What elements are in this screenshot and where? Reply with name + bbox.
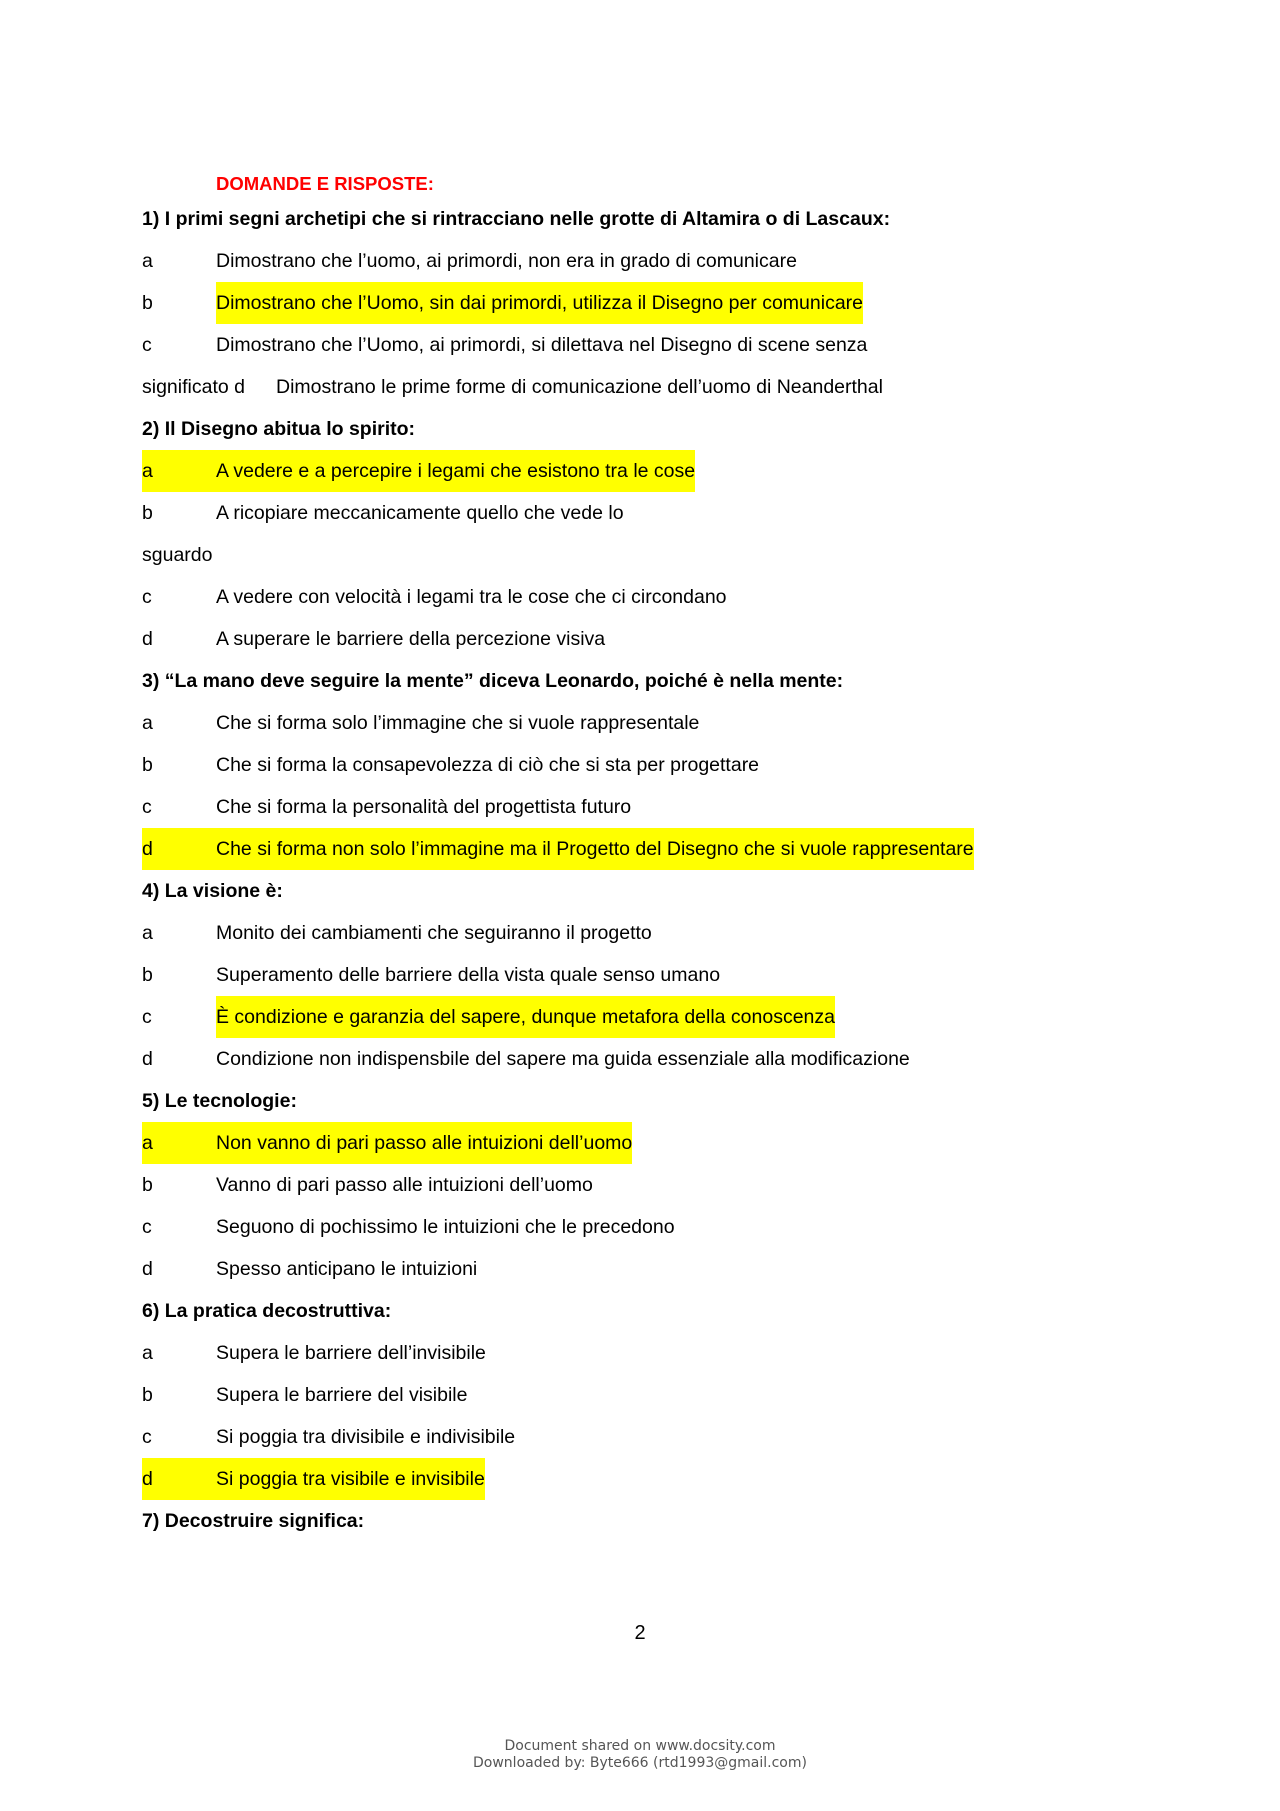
option-letter: b [142,754,153,776]
option-text-highlighted: Dimostrano che l’Uomo, sin dai primordi, utilizza il Disegno per comunicare [216,282,863,324]
option-letter: c [142,796,152,818]
option-text: Condizione non indispensbile del sapere ma guida essenziale alla modificazione [216,1048,910,1070]
download-footer [0,1738,1280,1772]
option-letter: b [142,964,153,986]
answer-option [142,786,1142,828]
option-text: Vanno di pari passo alle intuizioni dell’uomo [216,1174,593,1196]
option-letter: c [142,334,152,356]
option-letter: b [142,1384,153,1406]
question-title: 2) Il Disegno abitua lo spirito: [142,418,416,440]
page-number: 2 [634,1622,646,1644]
option-text: Supera le barriere del visibile [216,1384,468,1406]
footer-shared-line: Document shared on www.docsity.com [504,1738,776,1754]
answer-option [142,1374,1142,1416]
answer-option [142,1416,1142,1458]
question-title: 6) La pratica decostruttiva: [142,1300,392,1322]
answer-option [142,1206,1142,1248]
footer-downloaded-line: Downloaded by: Byte666 (rtd1993@gmail.com) [473,1755,807,1771]
option-letter: c [142,1426,152,1448]
answer-option [142,618,1142,660]
option-text-highlighted: A vedere e a percepire i legami che esistono tra le cose [216,450,695,492]
section-heading: DOMANDE E RISPOSTE: [216,173,434,194]
question-title: 3) “La mano deve seguire la mente” diceva Leonardo, poiché è nella mente: [142,670,844,692]
option-letter: d [142,1048,153,1070]
option-letter-highlighted [142,1122,216,1164]
option-letter: b [142,502,153,524]
answer-option [142,1332,1142,1374]
option-letter: a [142,1132,153,1154]
answer-option [142,954,1142,996]
answer-option-correct [142,1122,1142,1164]
option-letter: c [142,1006,152,1028]
answer-option [142,744,1142,786]
option-text: Che si forma solo l’immagine che si vuole rappresentale [216,712,700,734]
option-letter-highlighted [142,1458,216,1500]
option-text-highlighted: Si poggia tra visibile e invisibile [216,1458,485,1500]
answer-option [142,1038,1142,1080]
option-text: A vedere con velocità i legami tra le cose che ci circondano [216,586,727,608]
option-letter-highlighted [142,828,216,870]
answer-option [142,702,1142,744]
option-text: Supera le barriere dell’invisibile [216,1342,486,1364]
question-title: 4) La visione è: [142,880,283,902]
question-title: 7) Decostruire significa: [142,1510,365,1532]
answer-option [142,576,1142,618]
option-text: Monito dei cambiamenti che seguiranno il progetto [216,922,652,944]
answer-option-correct [142,1458,1142,1500]
option-letter: b [142,1174,153,1196]
option-letter: d [142,1258,153,1280]
question-title: 1) I primi segni archetipi che si rintracciano nelle grotte di Altamira o di Lascaux: [142,208,891,230]
answer-option [142,1248,1142,1290]
wrapped-text: sguardo [142,544,213,566]
option-letter: c [142,586,152,608]
option-text: Superamento delle barriere della vista quale senso umano [216,964,721,986]
wrapped-text-line [142,534,1142,576]
answer-option [142,492,1142,534]
answer-option-correct [142,996,1142,1038]
option-text: Dimostrano che l’uomo, ai primordi, non era in grado di comunicare [216,250,797,272]
option-text: A ricopiare meccanicamente quello che vede lo [216,502,624,524]
option-letter: a [142,460,153,482]
option-text-highlighted: Non vanno di pari passo alle intuizioni dell’uomo [216,1122,632,1164]
option-text: Seguono di pochissimo le intuizioni che le precedono [216,1216,675,1238]
answer-option-correct [142,450,1142,492]
option-letter: c [142,1216,152,1238]
answer-option [142,1164,1142,1206]
option-letter: d [142,628,153,650]
wrapped-text: significato d [142,376,245,398]
option-letter: b [142,292,153,314]
page-content [142,170,1142,1542]
option-letter: a [142,1342,153,1364]
option-letter: a [142,922,153,944]
option-letter-highlighted [142,450,216,492]
answer-option-correct [142,828,1142,870]
answer-option [142,912,1142,954]
option-text: Spesso anticipano le intuizioni [216,1258,478,1280]
option-letter: a [142,250,153,272]
option-text: Dimostrano le prime forme di comunicazione dell’uomo di Neanderthal [276,376,883,398]
answer-option [142,324,1142,366]
option-text-highlighted: Che si forma non solo l’immagine ma il Progetto del Disegno che si vuole rappresentare [216,828,974,870]
option-text: Dimostrano che l’Uomo, ai primordi, si dilettava nel Disegno di scene senza [216,334,868,356]
answer-option-correct [142,282,1142,324]
option-text-highlighted: È condizione e garanzia del sapere, dunque metafora della conoscenza [216,996,835,1038]
answer-option [142,240,1142,282]
answer-option-wrapped [142,366,1142,408]
option-text: Si poggia tra divisibile e indivisibile [216,1426,516,1448]
option-text: Che si forma la personalità del progettista futuro [216,796,632,818]
question-title: 5) Le tecnologie: [142,1090,297,1112]
option-letter: d [142,1468,153,1490]
option-text: Che si forma la consapevolezza di ciò che si sta per progettare [216,754,760,776]
option-letter: d [142,838,153,860]
option-letter: a [142,712,153,734]
option-text: A superare le barriere della percezione visiva [216,628,606,650]
